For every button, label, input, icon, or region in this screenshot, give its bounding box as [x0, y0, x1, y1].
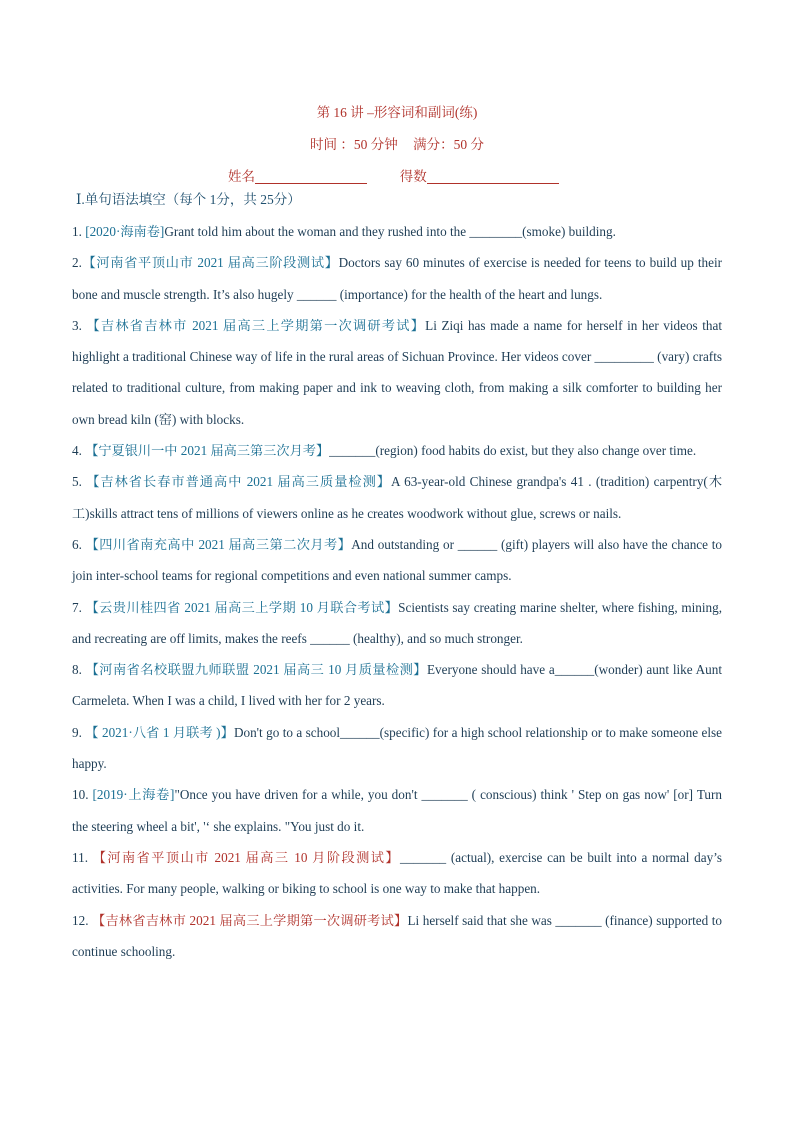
page-title: 第 16 讲 –形容词和副词(练): [316, 105, 478, 120]
question-item: [72, 529, 722, 592]
question-source: 【河南省平顶山市 2021 届高三 10 月阶段测试】: [92, 849, 400, 865]
question-item: [72, 717, 722, 780]
question-item: [72, 435, 722, 466]
question-source: [2020·海南卷]: [85, 224, 165, 239]
question-item: [72, 247, 722, 310]
full-score: 满分：50 分: [413, 137, 484, 152]
question-item: [72, 654, 722, 717]
question-item: [72, 905, 722, 968]
question-number: 8.: [72, 662, 82, 678]
question-text: "Once you have driven for a while, you don't _______ ( conscious) think ' Step on gas now' [or] Turn the steering wheel a bit', '‘ she explains. "You just do it.: [72, 787, 722, 834]
question-item: [72, 779, 722, 842]
question-number: 2.: [72, 255, 82, 271]
question-item: [72, 216, 722, 247]
question-text: And outstanding or ______ (gift) players will also have the chance to join inter-school teams for regional competitions and even national summer camps.: [72, 536, 723, 584]
question-text: Don't go to a school______(specific) for a high school relationship or to make someone else happy.: [72, 724, 722, 772]
question-source: 【吉林省长春市普通高中 2021 届高三质量检测】: [86, 474, 391, 490]
name-blank[interactable]: [255, 169, 367, 184]
question-number: 1.: [72, 224, 82, 239]
question-number: 6.: [72, 536, 82, 552]
question-text: _______ (actual), exercise can be built into a normal day’s activities. For many people, walking or biking to school is one way to make that happen.: [72, 849, 723, 897]
section-heading: Ⅰ.单句语法填空（每个 1分，共 25分）: [76, 192, 301, 207]
question-source: 【云贵川桂四省 2021 届高三上学期 10 月联合考试】: [85, 599, 399, 615]
question-source: 【河南省平顶山市 2021 届高三阶段测试】: [81, 255, 339, 271]
question-text: Li Ziqi has made a name for herself in her videos that highlight a traditional Chinese way of life in the rural areas of Sichuan Province. Her videos cover _________ (vary) crafts related to traditional culture, from making paper and ink to weaving cloth, from making a silk comforter to building her own bread kiln (窑) with blocks.: [72, 317, 723, 427]
question-source: 【四川省南充高中 2021 届高三第二次月考】: [85, 536, 352, 552]
exam-info: [0, 133, 794, 153]
question-number: 7.: [72, 599, 82, 615]
question-text: Scientists say creating marine shelter, where fishing, mining, and recreating are off limits, makes the reefs ______ (healthy), and so much stronger.: [72, 599, 722, 646]
time-limit: 时间 ：50 分钟: [310, 137, 398, 152]
student-info-line: [228, 165, 559, 185]
question-number: 9.: [72, 724, 82, 740]
question-source: 【 2021·八省 1 月联考 )】: [85, 724, 234, 740]
question-text: Li herself said that she was _______ (finance) supported to continue schooling.: [72, 912, 723, 959]
question-number: 3.: [72, 317, 82, 333]
question-number: 10.: [72, 787, 89, 803]
question-number: 4.: [72, 443, 82, 459]
question-item: [72, 310, 722, 435]
question-text: Grant told him about the woman and they rushed into the ________(smoke) building.: [164, 224, 616, 239]
question-source: 【河南省名校联盟九师联盟 2021 届高三 10 月质量检测】: [85, 662, 427, 678]
question-text: Doctors say 60 minutes of exercise is needed for teens to build up their bone and muscle strength. It’s also hugely ______ (importance) for the health of the heart and lungs.: [72, 255, 722, 302]
question-item: [72, 466, 722, 529]
question-text: Everyone should have a______(wonder) aunt like Aunt Carmeleta. When I was a child, I lived with her for 2 years.: [72, 662, 723, 709]
question-source: [2019·上海卷]: [92, 787, 175, 803]
question-list: [72, 216, 722, 967]
question-text: _______(region) food habits do exist, but they also change over time.: [329, 443, 697, 459]
question-number: 5.: [72, 474, 82, 490]
points-label: 得数: [399, 169, 427, 184]
points-blank[interactable]: [427, 169, 559, 184]
question-item: [72, 592, 722, 655]
question-source: 【吉林省吉林市 2021 届高三上学期第一次调研考试】: [92, 912, 408, 928]
question-item: [72, 842, 722, 905]
question-source: 【宁夏银川一中 2021 届高三第三次月考】: [85, 443, 330, 459]
question-number: 11.: [72, 849, 88, 865]
question-number: 12.: [72, 912, 89, 928]
question-text: A 63-year-old Chinese grandpa's 41 . (tradition) carpentry(木工)skills attract tens of millions of viewers online as he creates woodwork without glue, screws or nails.: [72, 474, 723, 521]
name-label: 姓名: [228, 169, 255, 184]
question-source: 【吉林省吉林市 2021 届高三上学期第一次调研考试】: [86, 317, 426, 333]
